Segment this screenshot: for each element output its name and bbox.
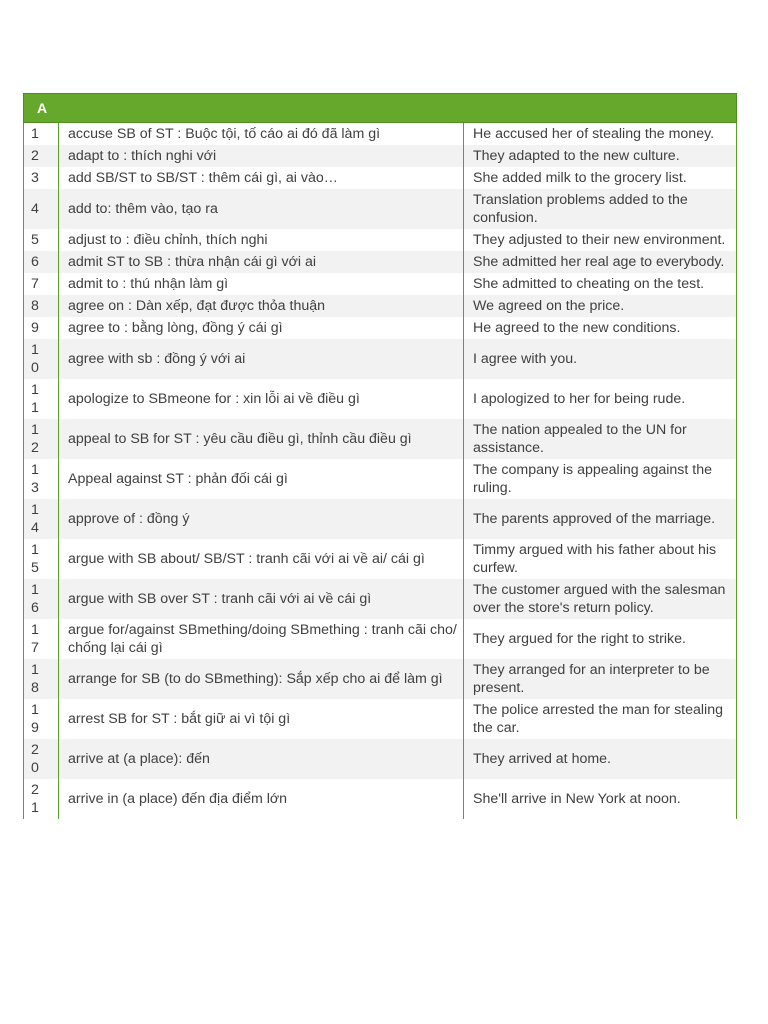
example-cell: The parents approved of the marriage.: [464, 499, 737, 539]
example-cell: She'll arrive in New York at noon.: [464, 779, 737, 819]
row-number: 11: [31, 382, 39, 416]
row-number: 6: [31, 254, 39, 270]
row-number: 19: [31, 702, 39, 736]
row-number-cell: [24, 145, 59, 167]
row-number: 1: [31, 126, 39, 142]
table-row: [24, 167, 737, 189]
row-number-cell: [24, 579, 59, 619]
row-number: 18: [31, 662, 39, 696]
example-cell: She admitted her real age to everybody.: [464, 251, 737, 273]
example-cell: We agreed on the price.: [464, 295, 737, 317]
example-cell: She added milk to the grocery list.: [464, 167, 737, 189]
phrasal-verb-table: [23, 93, 737, 819]
table-row: [24, 189, 737, 229]
row-number: 9: [31, 320, 39, 336]
table-row: [24, 317, 737, 339]
example-cell: The nation appealed to the UN for assistance.: [464, 419, 737, 459]
phrase-cell: Appeal against ST : phản đối cái gì: [59, 459, 464, 499]
row-number-cell: [24, 273, 59, 295]
row-number-cell: [24, 499, 59, 539]
phrase-cell: agree on : Dàn xếp, đạt được thỏa thuận: [59, 295, 464, 317]
row-number-cell: [24, 539, 59, 579]
phrase-cell: apologize to SBmeone for : xin lỗi ai về điều gì: [59, 379, 464, 419]
example-cell: The police arrested the man for stealing the car.: [464, 699, 737, 739]
row-number-cell: [24, 459, 59, 499]
row-number-cell: [24, 123, 59, 146]
row-number-cell: [24, 379, 59, 419]
phrase-cell: agree with sb : đồng ý với ai: [59, 339, 464, 379]
table-row: [24, 579, 737, 619]
row-number: 5: [31, 232, 39, 248]
example-cell: I agree with you.: [464, 339, 737, 379]
row-number: 15: [31, 542, 39, 576]
row-number: 7: [31, 276, 39, 292]
phrase-cell: adapt to : thích nghi với: [59, 145, 464, 167]
row-number-cell: [24, 739, 59, 779]
row-number-cell: [24, 339, 59, 379]
example-cell: They arranged for an interpreter to be present.: [464, 659, 737, 699]
phrase-cell: argue for/against SBmething/doing SBmething : tranh cãi cho/ chống lại cái gì: [59, 619, 464, 659]
example-cell: Timmy argued with his father about his curfew.: [464, 539, 737, 579]
table-row: [24, 619, 737, 659]
example-cell: I apologized to her for being rude.: [464, 379, 737, 419]
table-row: [24, 539, 737, 579]
table-row: [24, 699, 737, 739]
row-number-cell: [24, 317, 59, 339]
example-cell: She admitted to cheating on the test.: [464, 273, 737, 295]
phrase-cell: arrange for SB (to do SBmething): Sắp xếp cho ai để làm gì: [59, 659, 464, 699]
phrase-cell: arrest SB for ST : bắt giữ ai vì tội gì: [59, 699, 464, 739]
table-row: [24, 659, 737, 699]
phrase-cell: admit ST to SB : thừa nhận cái gì với ai: [59, 251, 464, 273]
table-row: [24, 251, 737, 273]
table-row: [24, 499, 737, 539]
row-number-cell: [24, 251, 59, 273]
table-row: [24, 123, 737, 146]
section-letter-header: A: [24, 94, 737, 123]
row-number: 21: [31, 782, 39, 816]
phrase-cell: adjust to : điều chỉnh, thích nghi: [59, 229, 464, 251]
table-row: [24, 273, 737, 295]
row-number-cell: [24, 295, 59, 317]
table-row: [24, 459, 737, 499]
row-number: 20: [31, 742, 39, 776]
row-number: 4: [31, 201, 39, 217]
row-number: 16: [31, 582, 39, 616]
example-cell: He accused her of stealing the money.: [464, 123, 737, 146]
row-number: 3: [31, 170, 39, 186]
phrase-cell: appeal to SB for ST : yêu cầu điều gì, thỉnh cầu điều gì: [59, 419, 464, 459]
example-cell: They arrived at home.: [464, 739, 737, 779]
phrase-cell: agree to : bằng lòng, đồng ý cái gì: [59, 317, 464, 339]
table-row: [24, 779, 737, 819]
row-number: 13: [31, 462, 39, 496]
example-cell: The customer argued with the salesman over the store's return policy.: [464, 579, 737, 619]
table-row: [24, 339, 737, 379]
phrase-cell: add SB/ST to SB/ST : thêm cái gì, ai vào…: [59, 167, 464, 189]
row-number-cell: [24, 189, 59, 229]
table-row: [24, 739, 737, 779]
table-row: [24, 295, 737, 317]
row-number: 8: [31, 298, 39, 314]
example-cell: The company is appealing against the ruling.: [464, 459, 737, 499]
phrase-cell: accuse SB of ST : Buộc tội, tố cáo ai đó đã làm gì: [59, 123, 464, 146]
row-number-cell: [24, 699, 59, 739]
table-row: [24, 145, 737, 167]
example-cell: Translation problems added to the confusion.: [464, 189, 737, 229]
row-number-cell: [24, 619, 59, 659]
row-number: 14: [31, 502, 39, 536]
example-cell: They adjusted to their new environment.: [464, 229, 737, 251]
row-number-cell: [24, 419, 59, 459]
table-row: [24, 229, 737, 251]
phrase-cell: admit to : thú nhận làm gì: [59, 273, 464, 295]
phrase-cell: add to: thêm vào, tạo ra: [59, 189, 464, 229]
table-row: [24, 419, 737, 459]
table-body: [24, 123, 737, 820]
row-number-cell: [24, 659, 59, 699]
row-number-cell: [24, 779, 59, 819]
table-row: [24, 379, 737, 419]
row-number: 17: [31, 622, 39, 656]
phrase-cell: arrive in (a place) đến địa điểm lớn: [59, 779, 464, 819]
row-number: 10: [31, 342, 39, 376]
table-header-row: [24, 94, 737, 123]
phrase-cell: argue with SB about/ SB/ST : tranh cãi với ai về ai/ cái gì: [59, 539, 464, 579]
phrase-cell: argue with SB over ST : tranh cãi với ai về cái gì: [59, 579, 464, 619]
example-cell: He agreed to the new conditions.: [464, 317, 737, 339]
document-page: [23, 93, 736, 819]
phrase-cell: approve of : đồng ý: [59, 499, 464, 539]
row-number-cell: [24, 229, 59, 251]
example-cell: They argued for the right to strike.: [464, 619, 737, 659]
phrase-cell: arrive at (a place): đến: [59, 739, 464, 779]
example-cell: They adapted to the new culture.: [464, 145, 737, 167]
row-number-cell: [24, 167, 59, 189]
row-number: 2: [31, 148, 39, 164]
row-number: 12: [31, 422, 39, 456]
